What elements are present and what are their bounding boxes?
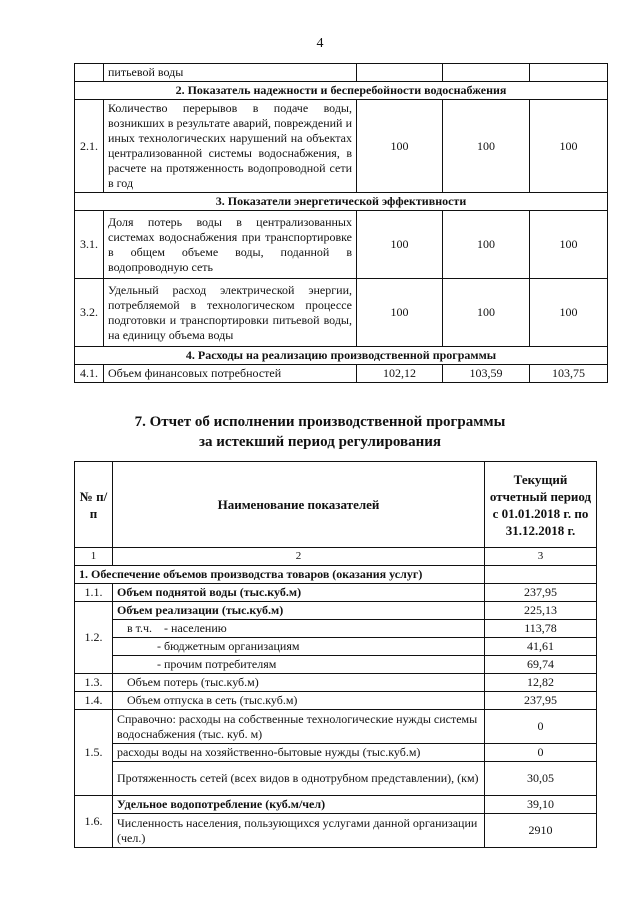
row-value: 2910 <box>485 814 597 848</box>
row-label: Протяженность сетей (всех видов в однотрубном представлении), (км) <box>113 762 485 796</box>
table-row <box>75 796 597 814</box>
column-numbers-row <box>75 548 597 566</box>
table-row <box>75 638 597 656</box>
row-value: 41,61 <box>485 638 597 656</box>
row-label: Численность населения, пользующихся услугами данной организации (чел.) <box>113 814 485 848</box>
row-value: 100 <box>530 100 608 193</box>
table-row <box>75 100 608 193</box>
row-label: питьевой воды <box>104 64 357 82</box>
section-row <box>75 193 608 211</box>
row-label: Удельное водопотребление (куб.м/чел) <box>113 796 485 814</box>
row-value <box>530 64 608 82</box>
row-label: - прочим потребителям <box>113 656 485 674</box>
table-row <box>75 279 608 347</box>
row-prefix: в т.ч. <box>127 621 153 635</box>
column-number: 3 <box>485 548 597 566</box>
row-label: Объем финансовых потребностей <box>104 365 357 383</box>
row-number: 1.6. <box>75 796 113 848</box>
row-label: Доля потерь воды в централизованных системах водоснабжения при транспортировке в общем объеме воды, поданной в водопроводную сеть <box>104 211 357 279</box>
row-value: 0 <box>485 744 597 762</box>
row-number: 3.1. <box>75 211 104 279</box>
table-row <box>75 620 597 638</box>
row-value: 100 <box>530 211 608 279</box>
row-label: Объем потерь (тыс.куб.м) <box>113 674 485 692</box>
header-name: Наименование показателей <box>113 462 485 548</box>
row-value: 100 <box>443 100 530 193</box>
header-num: № п/п <box>75 462 113 548</box>
row-label <box>113 620 485 638</box>
section-label: 1. Обеспечение объемов производства товаров (оказания услуг) <box>75 566 485 584</box>
report-title-line1: 7. Отчет об исполнении производственной программы <box>134 414 506 430</box>
row-label: Объем поднятой воды (тыс.куб.м) <box>113 584 485 602</box>
section-label: 2. Показатель надежности и бесперебойности водоснабжения <box>75 82 608 100</box>
row-label: Объем отпуска в сеть (тыс.куб.м) <box>113 692 485 710</box>
row-number: 1.2. <box>75 602 113 674</box>
row-value: 100 <box>443 279 530 347</box>
row-value: 0 <box>485 710 597 744</box>
table-row <box>75 674 597 692</box>
column-number: 1 <box>75 548 113 566</box>
row-value: 102,12 <box>357 365 443 383</box>
row-number: 1.4. <box>75 692 113 710</box>
row-value: 237,95 <box>485 692 597 710</box>
row-label: - бюджетным организациям <box>113 638 485 656</box>
report-title-line2: за истекший период регулирования <box>198 434 442 450</box>
row-value: 100 <box>357 100 443 193</box>
section-row <box>75 347 608 365</box>
table-row <box>75 744 597 762</box>
row-value: 103,75 <box>530 365 608 383</box>
table-row <box>75 762 597 796</box>
row-label: Объем реализации (тыс.куб.м) <box>113 602 485 620</box>
row-number <box>75 64 104 82</box>
row-number: 1.3. <box>75 674 113 692</box>
row-value: 100 <box>357 279 443 347</box>
row-number: 1.1. <box>75 584 113 602</box>
section-label: 4. Расходы на реализацию производственной программы <box>75 347 608 365</box>
column-number: 2 <box>113 548 485 566</box>
row-label: Количество перерывов в подаче воды, возникших в результате аварий, повреждений и иных технологических нарушений на объектах централизованной системы водоснабжения, в расчете на протяженность водопроводной сети в год <box>104 100 357 193</box>
row-number: 2.1. <box>75 100 104 193</box>
header-period: Текущий отчетный период с 01.01.2018 г. по 31.12.2018 г. <box>485 462 597 548</box>
header-row <box>75 462 597 548</box>
section-row <box>75 566 597 584</box>
row-value: 39,10 <box>485 796 597 814</box>
row-label-text: - населению <box>164 621 227 635</box>
table-row <box>75 814 597 848</box>
row-value: 30,05 <box>485 762 597 796</box>
row-value: 237,95 <box>485 584 597 602</box>
row-value: 225,13 <box>485 602 597 620</box>
table-row <box>75 365 608 383</box>
row-value: 103,59 <box>443 365 530 383</box>
empty-cell <box>485 566 597 584</box>
row-label: расходы воды на хозяйственно-бытовые нужды (тыс.куб.м) <box>113 744 485 762</box>
table-row <box>75 656 597 674</box>
table-row <box>75 64 608 82</box>
row-value <box>357 64 443 82</box>
page-number: 4 <box>316 36 324 51</box>
row-value <box>443 64 530 82</box>
table-row <box>75 602 597 620</box>
row-value: 12,82 <box>485 674 597 692</box>
indicators-table <box>74 63 608 383</box>
row-number: 4.1. <box>75 365 104 383</box>
report-table <box>74 461 597 848</box>
row-value: 100 <box>443 211 530 279</box>
table-row <box>75 692 597 710</box>
row-label: Справочно: расходы на собственные технологические нужды системы водоснабжения (тыс. куб. м) <box>113 710 485 744</box>
row-value: 113,78 <box>485 620 597 638</box>
table-row <box>75 211 608 279</box>
row-value: 69,74 <box>485 656 597 674</box>
row-number: 1.5. <box>75 710 113 796</box>
table-row <box>75 710 597 744</box>
section-row <box>75 82 608 100</box>
row-label: Удельный расход электрической энергии, потребляемой в технологическом процессе подготовки и транспортировки питьевой воды, на единицу объема воды <box>104 279 357 347</box>
row-number: 3.2. <box>75 279 104 347</box>
row-value: 100 <box>357 211 443 279</box>
row-value: 100 <box>530 279 608 347</box>
section-label: 3. Показатели энергетической эффективности <box>75 193 608 211</box>
table-row <box>75 584 597 602</box>
report-title <box>0 412 640 452</box>
